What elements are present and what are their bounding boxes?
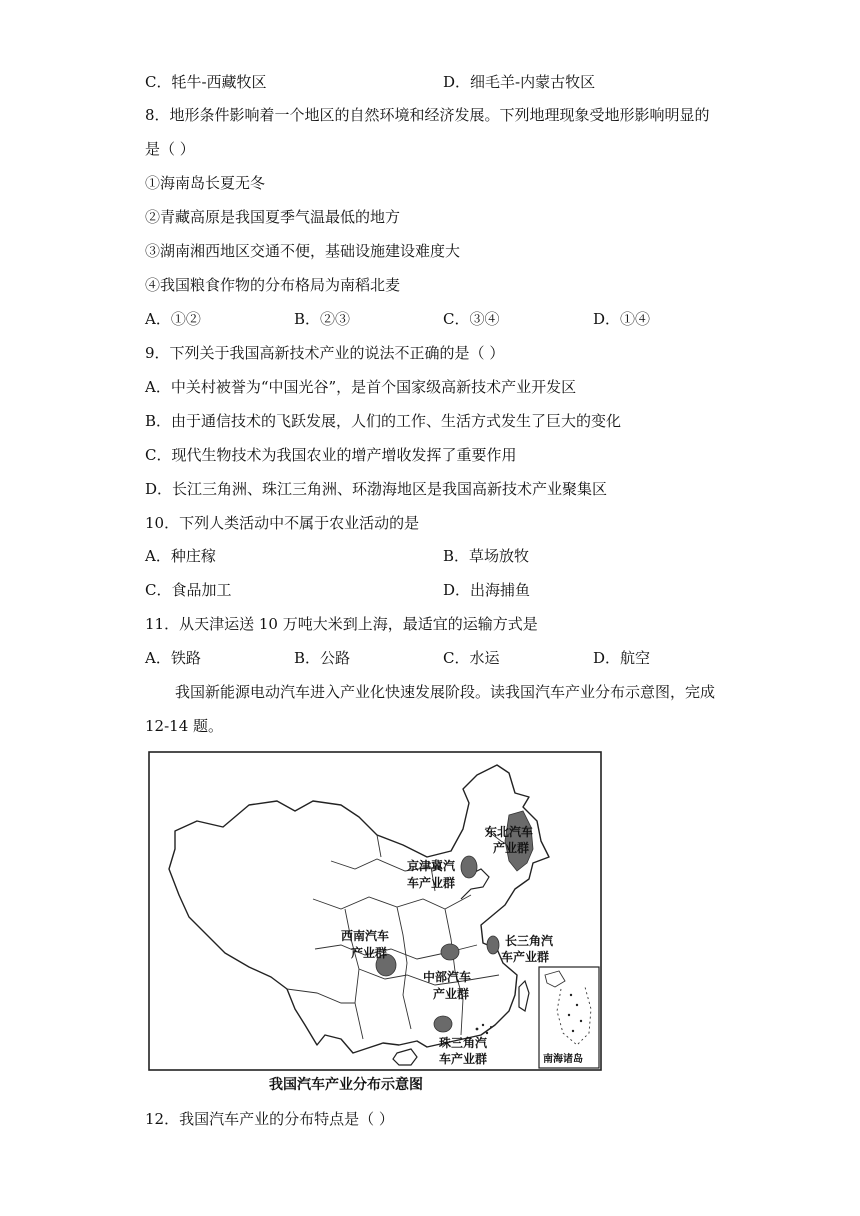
jingjinji-label-line2: 车产业群 xyxy=(407,876,456,890)
passage-line2: 12-14 题。 xyxy=(145,717,224,735)
map-caption: 我国汽车产业分布示意图 xyxy=(269,1077,423,1093)
yangtze-cluster-blob xyxy=(487,936,499,954)
q8-item-4: ④我国粮食作物的分布格局为南稻北麦 xyxy=(145,276,401,294)
q10-option-b: B．草场放牧 xyxy=(443,547,530,565)
q10-options-row-2 xyxy=(0,580,860,600)
q8-options-row xyxy=(0,309,860,329)
northeast-label-line2: 产业群 xyxy=(493,841,530,855)
q10-option-a: A．种庄稼 xyxy=(145,547,216,565)
q8-stem-line1: 8．地形条件影响着一个地区的自然环境和经济发展。下列地理现象受地形影响明显的 xyxy=(145,106,710,124)
q10-option-c: C．食品加工 xyxy=(145,581,232,599)
q8-option-a: A．①② xyxy=(145,310,201,328)
q11-options-row xyxy=(0,648,860,668)
q11-option-b: B．公路 xyxy=(294,649,351,667)
china-map-svg xyxy=(145,749,605,1095)
q8-stem-line2: 是（ ） xyxy=(145,140,195,158)
inset-label: 南海诸岛 xyxy=(543,1054,583,1065)
pearl-label-line1: 珠三角汽 xyxy=(439,1036,488,1050)
q9-option-a: A．中关村被誉为“中国光谷”，是首个国家级高新技术产业开发区 xyxy=(145,378,577,396)
central-label-line1: 中部汽车 xyxy=(423,970,472,984)
q8-item-2: ②青藏高原是我国夏季气温最低的地方 xyxy=(145,208,401,226)
q9-option-d: D．长江三角洲、珠江三角洲、环渤海地区是我国高新技术产业聚集区 xyxy=(145,480,608,498)
south-china-sea-inset xyxy=(539,967,599,1068)
q10-option-d: D．出海捕鱼 xyxy=(443,581,531,599)
q9-option-c: C．现代生物技术为我国农业的增产增收发挥了重要作用 xyxy=(145,446,517,464)
q7-option-c: C．牦牛-西藏牧区 xyxy=(145,73,267,91)
central-cluster-blob xyxy=(441,944,459,960)
yangtze-label-line1: 长三角汽 xyxy=(505,934,554,948)
q12-stem: 12．我国汽车产业的分布特点是（ ） xyxy=(145,1110,394,1128)
q9-option-b: B．由于通信技术的飞跃发展，人们的工作、生活方式发生了巨大的变化 xyxy=(145,412,622,430)
auto-industry-map-figure xyxy=(145,749,605,1095)
central-label-line2: 产业群 xyxy=(433,987,470,1001)
q8-item-3: ③湖南湘西地区交通不便，基础设施建设难度大 xyxy=(145,242,461,260)
southwest-label-line2: 产业群 xyxy=(351,946,388,960)
q7-option-d: D．细毛羊-内蒙古牧区 xyxy=(443,73,596,91)
q9-stem: 9．下列关于我国高新技术产业的说法不正确的是（ ） xyxy=(145,344,505,362)
northeast-label-line1: 东北汽车 xyxy=(485,825,534,839)
q10-options-row-1 xyxy=(0,546,860,566)
jingjinji-cluster-blob xyxy=(461,856,477,878)
pearl-label-line2: 车产业群 xyxy=(439,1052,488,1066)
q11-stem: 11．从天津运送 10 万吨大米到上海，最适宜的运输方式是 xyxy=(145,615,538,633)
southwest-label-line1: 西南汽车 xyxy=(341,929,390,943)
q11-option-c: C．水运 xyxy=(443,649,500,667)
q7-options-row xyxy=(0,72,860,92)
q8-option-d: D．①④ xyxy=(593,310,651,328)
q11-option-a: A．铁路 xyxy=(145,649,201,667)
q11-option-d: D．航空 xyxy=(593,649,651,667)
yangtze-label-line2: 车产业群 xyxy=(501,950,550,964)
q10-stem: 10．下列人类活动中不属于农业活动的是 xyxy=(145,514,420,532)
passage-line1: 我国新能源电动汽车进入产业化快速发展阶段。读我国汽车产业分布示意图，完成 xyxy=(175,683,716,701)
pearl-cluster-blob xyxy=(434,1016,452,1032)
q8-option-b: B．②③ xyxy=(294,310,351,328)
q8-option-c: C．③④ xyxy=(443,310,500,328)
q8-item-1: ①海南岛长夏无冬 xyxy=(145,174,266,192)
jingjinji-label-line1: 京津冀汽 xyxy=(407,859,456,873)
